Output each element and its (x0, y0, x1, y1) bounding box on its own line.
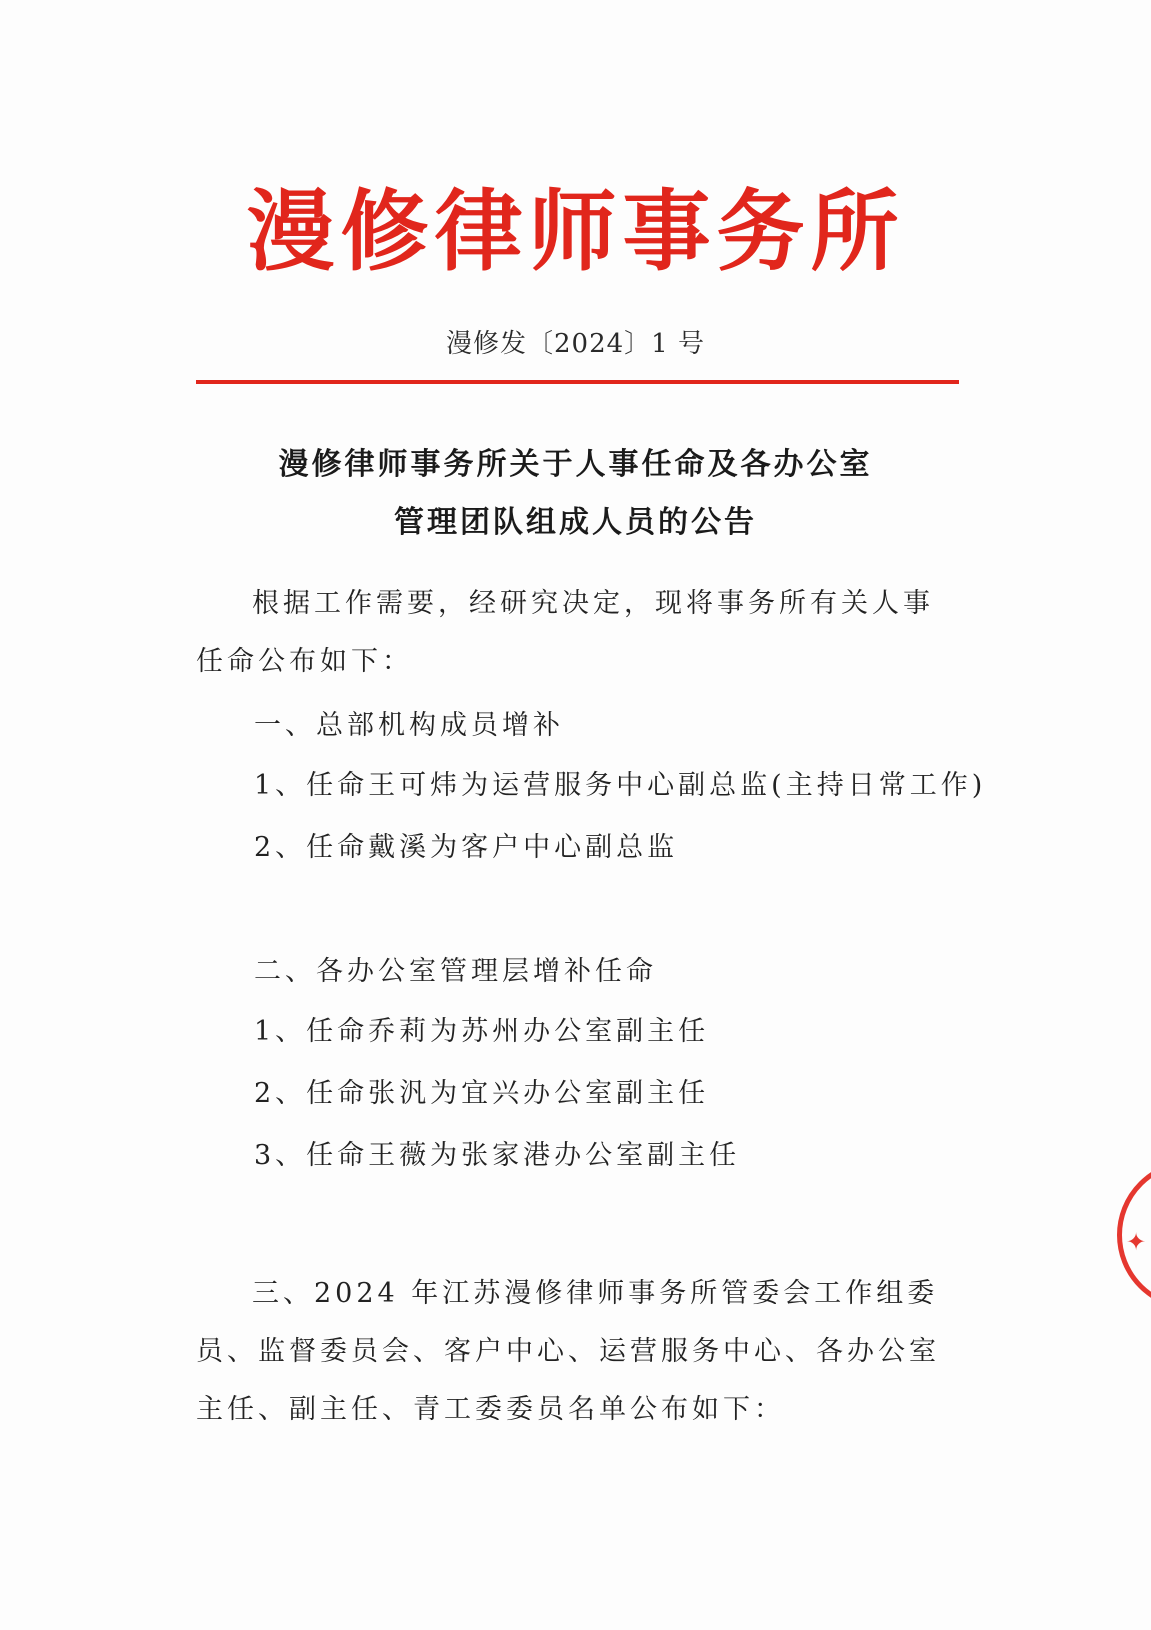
document-title (0, 436, 1151, 552)
intro-paragraph (196, 575, 964, 691)
title-line-2: 管理团队组成人员的公告 (394, 505, 757, 540)
section1-heading: 一、总部机构成员增补 (254, 710, 564, 741)
section3-text: 三、2024 年江苏漫修律师事务所管委会工作组委员、监督委员会、客户中心、运营服务中心、各办公室主任、副主任、青工委委员名单公布如下： (196, 1278, 940, 1425)
section2-item-3: 3、任命王薇为张家港办公室副主任 (254, 1140, 741, 1171)
section2-item-2: 2、任命张汎为宜兴办公室副主任 (254, 1078, 710, 1109)
section3-paragraph (196, 1265, 964, 1439)
seal-mark: ✦ (1126, 1228, 1147, 1256)
section2-heading: 二、各办公室管理层增补任命 (254, 956, 657, 987)
letterhead-divider (196, 380, 959, 384)
intro-text: 根据工作需要，经研究决定，现将事务所有关人事任命公布如下： (196, 588, 934, 677)
org-letterhead: 漫修律师事务所 (246, 179, 905, 283)
title-line-1: 漫修律师事务所关于人事任命及各办公室 (278, 447, 873, 482)
section1-item-1: 1、任命王可炜为运营服务中心副总监(主持日常工作) (254, 770, 987, 801)
section2-item-1: 1、任命乔莉为苏州办公室副主任 (254, 1016, 710, 1047)
official-seal (1100, 1150, 1151, 1350)
document-number: 漫修发〔2024〕1 号 (446, 329, 705, 359)
section1-item-2: 2、任命戴溪为客户中心副总监 (254, 832, 679, 863)
